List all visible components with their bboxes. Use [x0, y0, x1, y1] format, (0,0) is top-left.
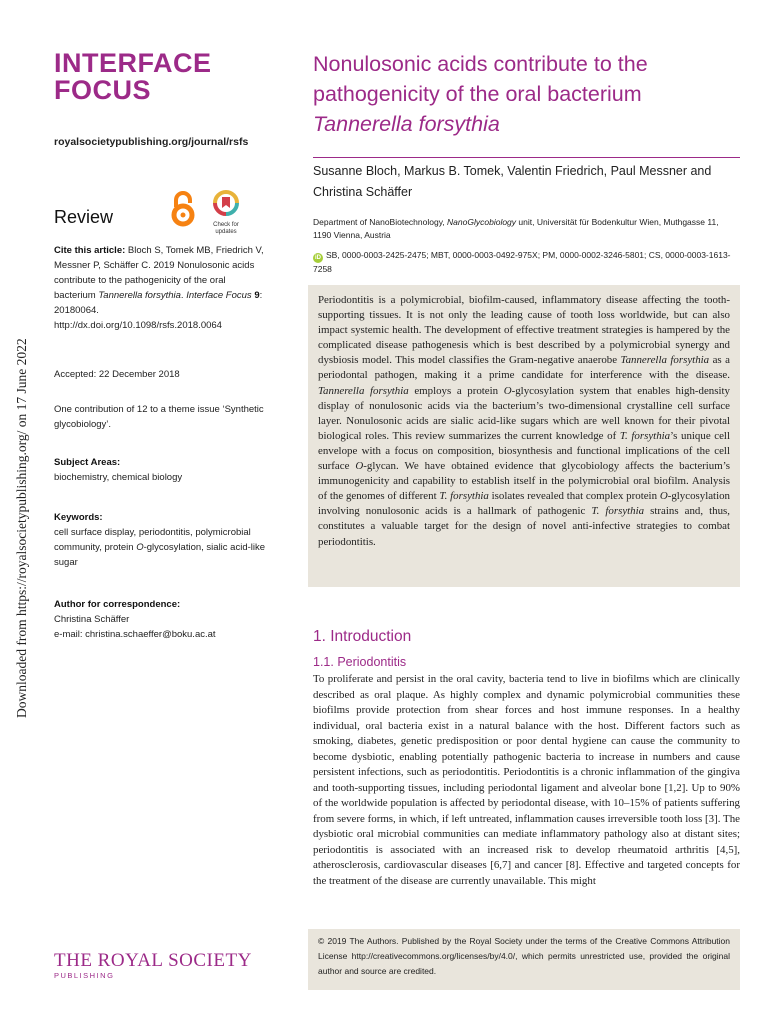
- open-access-icon: [170, 190, 196, 228]
- subject-text: biochemistry, chemical biology: [54, 472, 183, 483]
- download-note: [14, 298, 34, 718]
- license-text: © 2019 The Authors. Published by the Royal Society under the terms of the Creative Commons Attribution License http://creativecommons.org/licenses/by/4.0/, which permits unrestricted use, provided the original author and source are credited.: [318, 936, 730, 976]
- cite-doi-link[interactable]: http://dx.doi.org/10.1098/rsfs.2018.0064: [54, 320, 222, 331]
- title-divider: [313, 157, 740, 158]
- abstract-italic: T. forsythia: [619, 429, 671, 442]
- abstract-italic: T. forsythia: [439, 490, 489, 503]
- title-line-3: Tannerella forsythia: [313, 112, 500, 136]
- keywords-label: Keywords:: [54, 512, 103, 523]
- affiliation-c: unit, Universität für Bodenkultur Wien, Muthgasse 11, 1190 Vienna, Austria: [313, 217, 719, 240]
- abstract-italic: T. forsythia: [591, 505, 645, 518]
- article-title: [313, 49, 733, 139]
- affiliation-a: Department of NanoBiotechnology,: [313, 217, 448, 227]
- title-line-1: Nonulosonic acids contribute to the: [313, 52, 648, 76]
- abstract-part: -glycosylation system that enables high-density display of nonulosonic acids via the bacterium’s two-dimensional crystalline cell surface layer. Nonulosonic acids are sialic acid-like sugars which are well known for their pivotal biological roles. This review summarizes the current knowledge of: [318, 384, 730, 442]
- cite-text-2: .: [180, 290, 187, 301]
- abstract-italic: O: [503, 384, 512, 397]
- cite-text-3: : 20180064.: [54, 290, 263, 316]
- abstract-part: ’s unique cell envelope with a focus on composition, biosynthesis and functional implications of the cell surface: [318, 429, 730, 473]
- abstract-italic: O: [355, 460, 364, 473]
- cite-text-1: Bloch S, Tomek MB, Friedrich V, Messner P, Schäffer C. 2019 Nonulosonic acids contribute to the pathogenicity of the oral bacterium: [54, 245, 264, 301]
- abstract-box: [308, 285, 740, 587]
- journal-logo[interactable]: [54, 50, 212, 104]
- correspondence-block: [54, 597, 269, 642]
- abstract-italic: Tannerella forsythia: [318, 384, 409, 397]
- subsection-heading: 1.1. Periodontitis: [313, 655, 407, 669]
- abstract-text: [318, 293, 730, 550]
- journal-logo-line2: FOCUS: [54, 75, 151, 105]
- license-box: [308, 929, 740, 990]
- orcid-block: [313, 249, 733, 276]
- correspondence-email[interactable]: e-mail: christina.schaeffer@boku.ac.at: [54, 629, 216, 640]
- section-heading: 1. Introduction: [313, 628, 412, 645]
- check-for-updates-badge[interactable]: [208, 190, 244, 235]
- correspondence-name: Christina Schäffer: [54, 614, 130, 625]
- body-paragraph: To proliferate and persist in the oral cavity, bacteria tend to live in biofilms which are clinically described as oral plaque. As highly complex and dynamic polymicrobial communities these biofilms provide protection from shear forces and host immune responses. In a healthy individual, oral bacteria exist in a natural balance with the host. Different factors such as smoking, diabetes, genetic predisposition or poor dental hygiene can cause the community to become dysbiotic, enabling potentially pathogenic bacteria to increase in numbers and cause persistent infections, such as periodontitis. Periodontitis is a chronic inflammation of the gingiva and tooth-supporting tissues, including periodontal ligament and alveolar bone [1,2]. Up to 90% of the worldwide population is affected by periodontal disease, with 10–15% of patients suffering from severe forms, in which, if left untreated, inflammation causes irreversible tooth loss [3]. The dysbiotic oral microbial communities can mediate inflammatory pathology also at distant sites; periodontitis is associated with an increased risk to develop rheumatoid arthritis [4,5], atherosclerosis, cardiovascular diseases [6,7] and cancer [8]. Effective and targeted concepts for the treatment of the disease are currently unavailable. This might: [313, 673, 740, 887]
- journal-url-link[interactable]: royalsocietypublishing.org/journal/rsfs: [54, 136, 249, 148]
- article-type: Review: [54, 207, 114, 227]
- orcid-text: SB, 0000-0003-2425-2475; MBT, 0000-0003-0492-975X; PM, 0000-0002-3246-5801; CS, 0000-0003-1613-7258: [313, 250, 731, 274]
- crossmark-icon: [208, 190, 244, 216]
- cite-volume: 9: [251, 290, 260, 301]
- abstract-part: Periodontitis is a polymicrobial, biofilm-caused, inflammatory disease affecting the tooth-supporting tissues. It is not only the leading cause of tooth loss worldwide, but can also impact systemic health. The development of effective treatment strategies is hampered by the complicated disease pathogenesis which is best described by a polymicrobial synergy and dysbiosis model. This model classifies the Gram-negative anaerobe: [318, 294, 730, 367]
- journal-logo-line1: INTERFACE: [54, 48, 212, 78]
- download-note-text: Downloaded from https://royalsocietypublishing.org/ on 17 June 2022: [14, 338, 29, 718]
- cite-label: Cite this article:: [54, 245, 126, 256]
- keywords-text-2: -glycosylation, sialic acid-like sugar: [54, 542, 266, 568]
- keywords-text-1: cell surface display, periodontitis, polymicrobial community, protein: [54, 527, 251, 553]
- abstract-part: isolates revealed that complex protein: [488, 490, 660, 503]
- keywords: [54, 510, 269, 570]
- royal-society-sub: PUBLISHING: [54, 971, 115, 980]
- abstract-part: strains and, thus, constitutes a valuable target for the design of novel anti-infective strategies to combat periodontitis.: [318, 505, 730, 548]
- royal-society-name: THE ROYAL SOCIETY: [54, 950, 252, 971]
- affiliation-b: NanoGlycobiology: [447, 217, 517, 227]
- abstract-part: as a periodontal pathogen, making it a prime candidate for interference with the disease.: [318, 354, 730, 382]
- author-list: Susanne Bloch, Markus B. Tomek, Valentin Friedrich, Paul Messner and Christina Schäffer: [313, 164, 712, 199]
- accepted-date: Accepted: 22 December 2018: [54, 369, 180, 380]
- keywords-italic: O: [136, 542, 144, 553]
- subject-label: Subject Areas:: [54, 457, 121, 468]
- check-for-updates-label: Check for updates: [213, 222, 239, 235]
- royal-society-logo[interactable]: [54, 951, 252, 980]
- abstract-part: employs a protein: [408, 384, 504, 397]
- abstract-part: -glycan. We have obtained evidence that glycobiology affects the bacterium’s immunogenicity and capability to establish itself in the polymicrobial oral biofilm. Analysis of the genomes of different: [318, 460, 730, 503]
- affiliation: [313, 216, 733, 242]
- theme-issue-note: One contribution of 12 to a theme issue ‘Synthetic glycobiology’.: [54, 404, 264, 430]
- cite-species: Tannerella forsythia: [98, 290, 181, 301]
- subject-areas: [54, 455, 269, 485]
- correspondence-label: Author for correspondence:: [54, 599, 181, 610]
- abstract-part: -glycosylation involving nonulosonic acids is a hallmark of pathogenic: [318, 490, 730, 518]
- title-line-2: pathogenicity of the oral bacterium: [313, 82, 642, 106]
- body-text: [313, 672, 740, 889]
- cite-journal: Interface Focus: [186, 290, 252, 301]
- citation-block: [54, 243, 269, 333]
- orcid-icon[interactable]: iD: [315, 255, 321, 261]
- abstract-italic: O: [659, 490, 668, 503]
- abstract-italic: Tannerella forsythia: [620, 354, 710, 367]
